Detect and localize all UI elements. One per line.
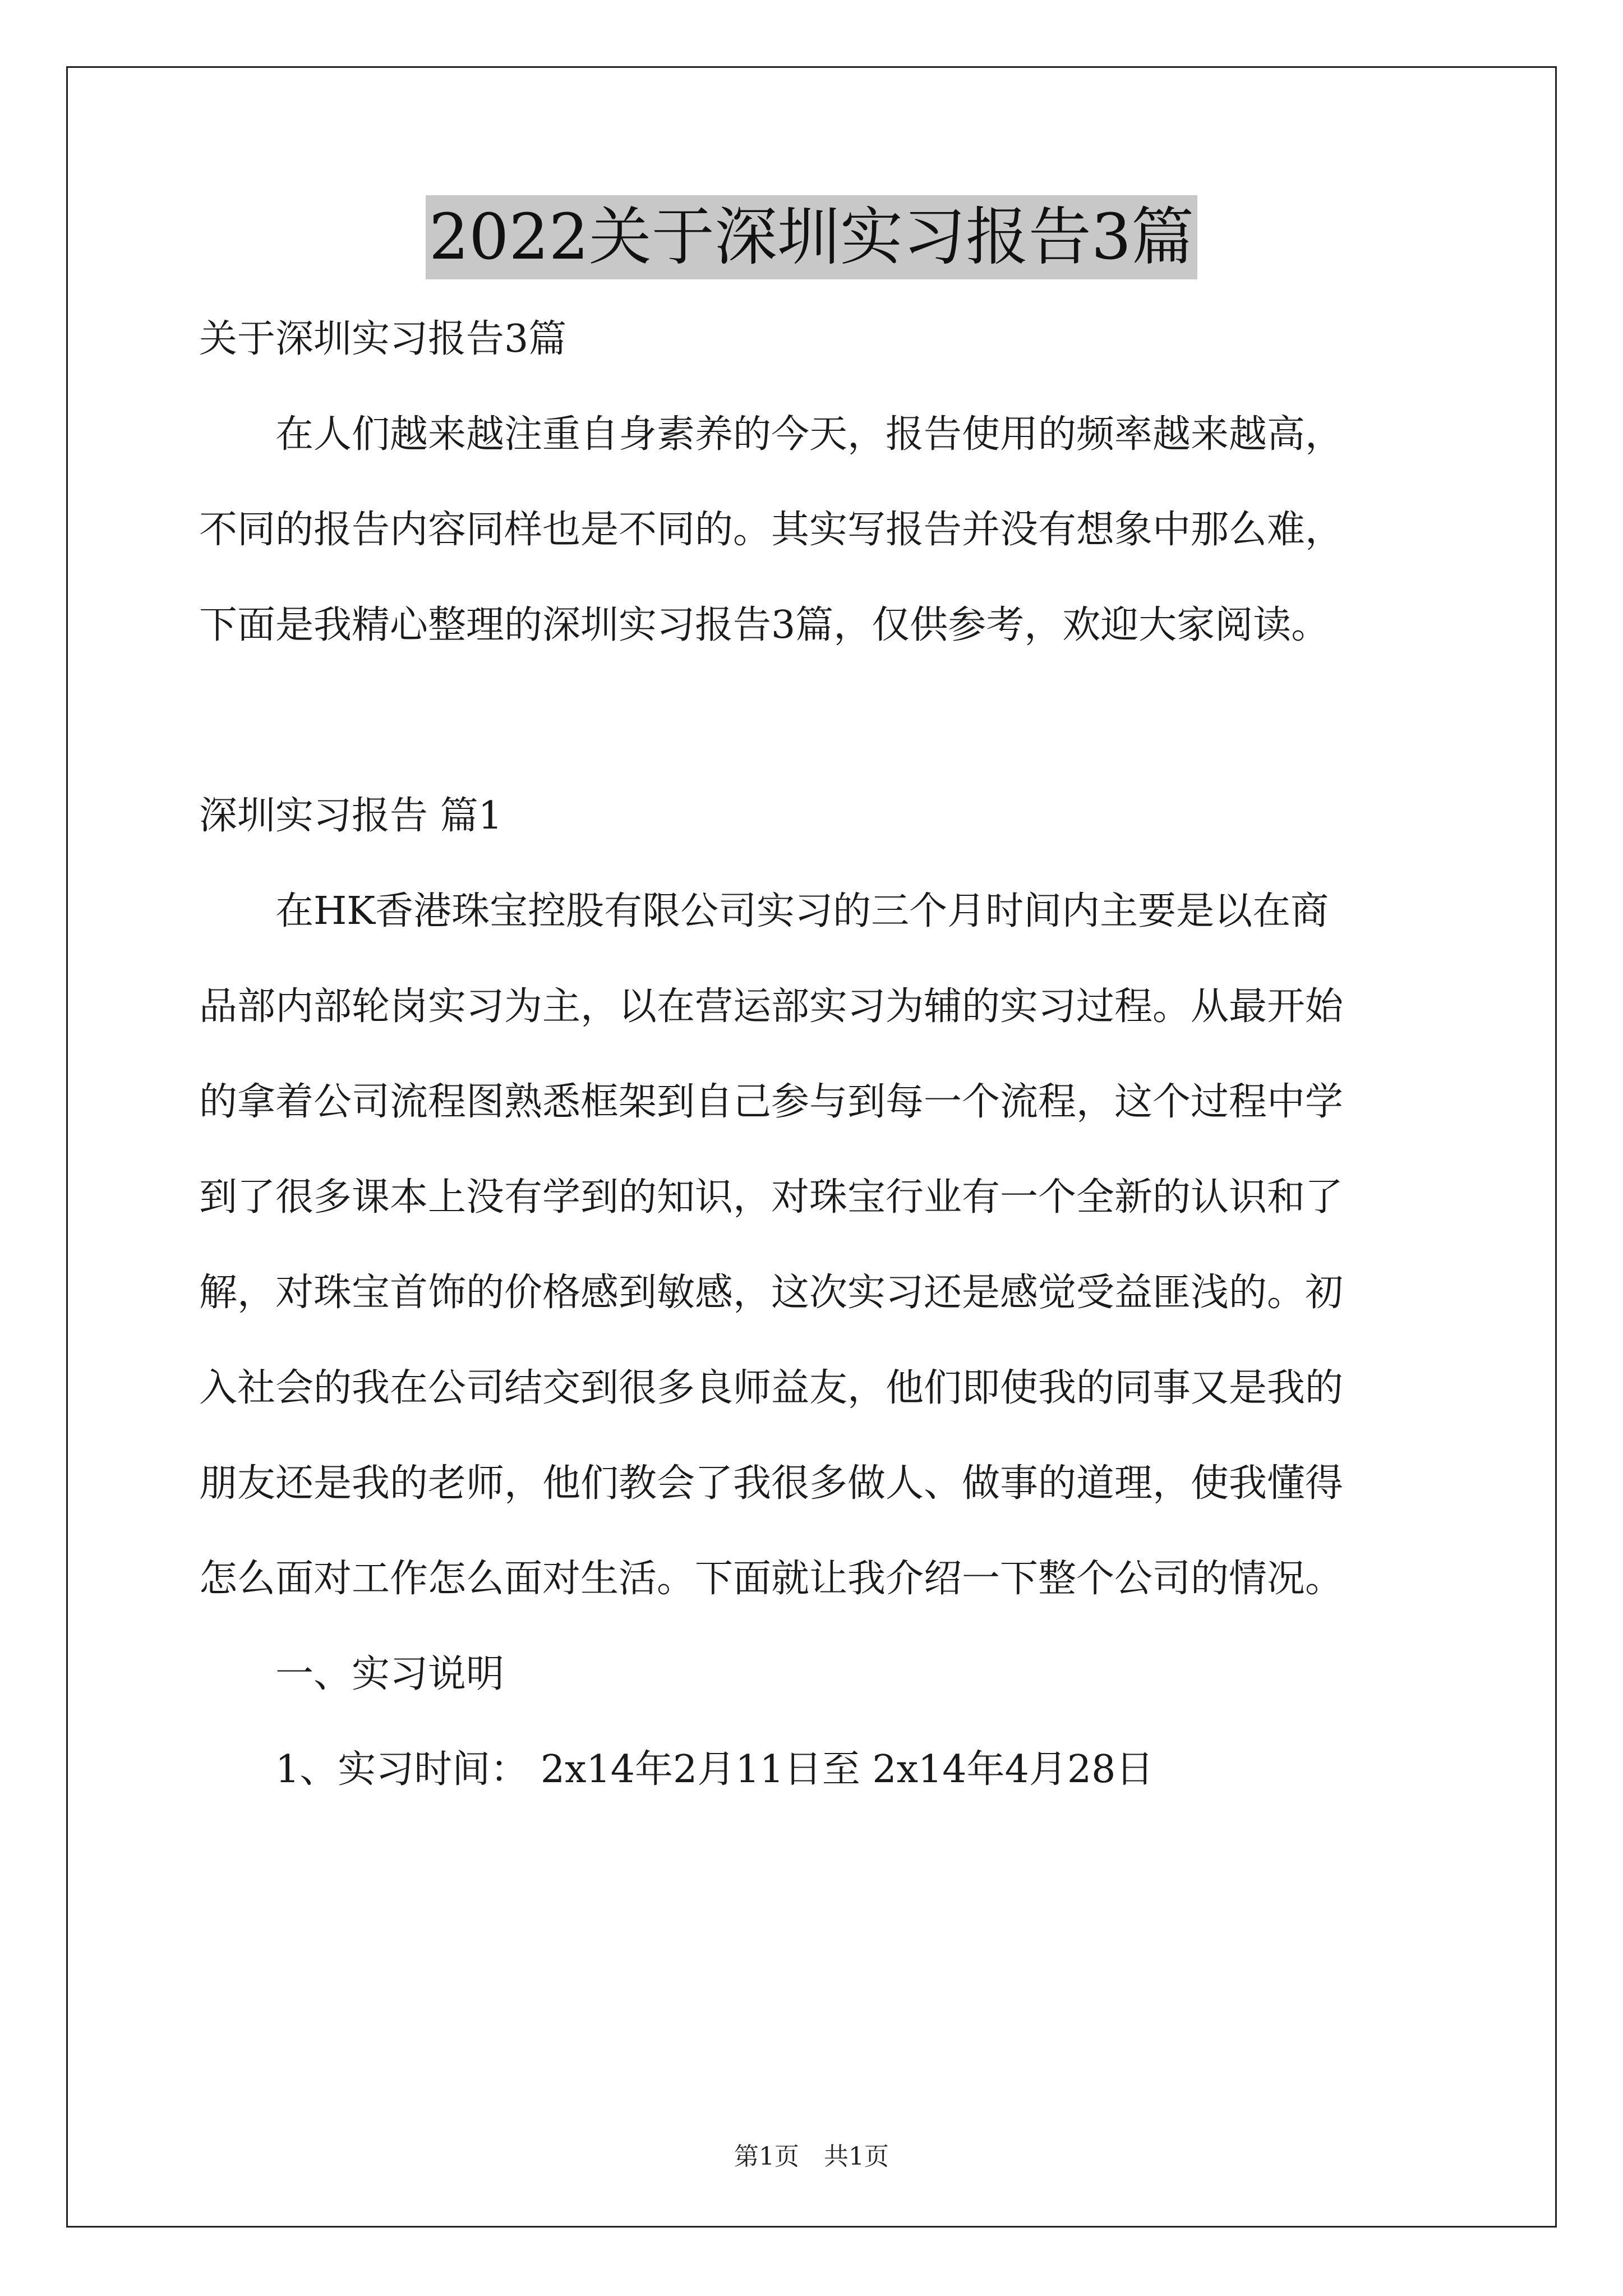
paragraph-gap bbox=[199, 673, 1427, 769]
body-line-1: 在HK香港珠宝控股有限公司实习的三个月时间内主要是以在商 bbox=[275, 889, 1329, 933]
document-title: 2022关于深圳实习报告3篇 bbox=[426, 195, 1197, 279]
intro-line-3: 下面是我精心整理的深圳实习报告3篇，仅供参考，欢迎大家阅读。 bbox=[199, 603, 1330, 647]
page-footer: 第1页 共1页 bbox=[734, 2142, 889, 2171]
body-line-5: 解，对珠宝首饰的价格感到敏感，这次实习还是感觉受益匪浅的。初 bbox=[199, 1271, 1344, 1315]
body-line-4: 到了很多课本上没有学到的知识，对珠宝行业有一个全新的认识和了 bbox=[199, 1175, 1344, 1220]
body-line-6: 入社会的我在公司结交到很多良师益友，他们即使我的同事又是我的 bbox=[199, 1366, 1344, 1410]
intro-line-2: 不同的报告内容同样也是不同的。其实写报告并没有想象中那么难， bbox=[199, 508, 1344, 552]
body-line-7: 朋友还是我的老师，他们教会了我很多做人、做事的道理，使我懂得 bbox=[199, 1461, 1344, 1506]
document-body bbox=[199, 292, 1427, 1818]
section-heading: 深圳实习报告 篇1 bbox=[199, 794, 502, 838]
item-heading: 一、实习说明 bbox=[275, 1652, 505, 1696]
document-subtitle: 关于深圳实习报告3篇 bbox=[199, 317, 567, 361]
intro-line-1: 在人们越来越注重自身素养的今天，报告使用的频率越来越高， bbox=[275, 412, 1344, 457]
title-wrap bbox=[0, 195, 1623, 279]
body-line-8: 怎么面对工作怎么面对生活。下面就让我介绍一下整个公司的情况。 bbox=[199, 1557, 1344, 1601]
body-line-2: 品部内部轮岗实习为主，以在营运部实习为辅的实习过程。从最开始 bbox=[199, 984, 1344, 1029]
item-1: 1、实习时间： 2x14年2月11日至 2x14年4月28日 bbox=[275, 1747, 1154, 1792]
body-line-3: 的拿着公司流程图熟悉框架到自己参与到每一个流程，这个过程中学 bbox=[199, 1080, 1344, 1124]
